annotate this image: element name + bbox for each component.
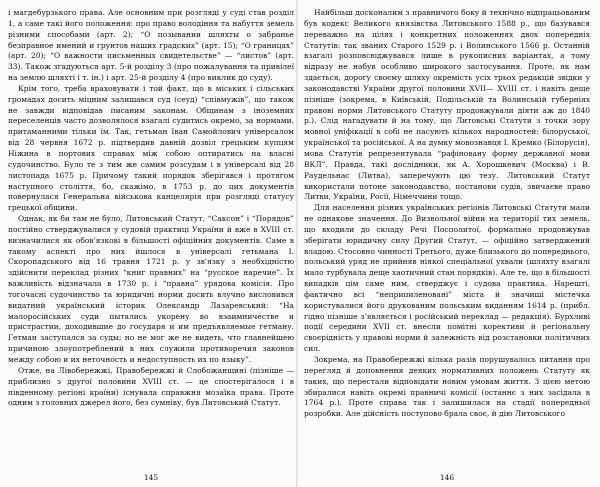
paragraph: Крім того, треба враховувати і той факт, що в міських і сільських громадах досить міцним залишався суд (сеуд) “співмужів”, що також не завжди відповідав писаним законам. Общинам з іноземних переселенців часто дозволялося взагалі судитись окремо, за нормами, притаманними тільки їм. Так, гетьман Іван Самойлович універсалом від 28 червня 1672 р. підтвердив давній дозвіл грецьким купцям Ніжина в портових справах між собою оптиратись на власні судочинство. Було те з тим же самим розсудам і в універсалі від 28 листопада 1675 р. Причому такий порядок зберігався і протягом наступного століття, бо, скажімо, в 1753 р. до цих документів повернулася Генеральна військова канцелярія при розгляді статусу грецької общини. bbox=[8, 83, 294, 213]
right-page bbox=[304, 8, 590, 484]
left-page bbox=[8, 8, 294, 484]
paragraph: Зокрема, на Правобережжі кілька разів порушувалось питання про перегляд й доповнення деяких нормативних положень Статуту як таких, що перестали відповідати новим умовам життя. З цією метою збиралися навіть окремі правничі комісії (останнє з них засідала в 1764 р.). Проте справа так і залишилася на стадії попередньої розробки. Але дійсність поступово брала своє, й дію Литовського bbox=[304, 355, 590, 419]
paragraph: і магдебурзького права. Але основним при розгляді у суді став розділ 1, а саме такі його положення: про право володіння та набуття земель різними способами (арт. 2); “О позывании шляхты о забранье безправное имений и грунтов наших градских” (арт. 15); “О границах” (арт. 20); “О важности письменных свидетельстве” — “листов” (арт. 33). Також згадуються арт. 5-й розділу 3 (про пожалування та привілеї на землю шляхті і т. ін.) і арт. 25-й розділу 4 (про виклик до суду). bbox=[8, 8, 294, 83]
left-page-text bbox=[8, 8, 294, 409]
paragraph: Для населення різних українських регіонів Литовські Статути мали не однакове значення. До Визвольної війни на території тих земель, що входили до складу Речі Посполитої, формально продовжував зберігати юридичну силу Другий Статут, — офіційно затверджений владою. Стосовно чинності Третього, дуже близького до попереднього, польський уряд не прийняв ніякої спеціальної ухвали (шляхту взагалі мало турбувала деще хаотичний стан порядків). Але те, що в більшості випадків цім саме ним, стверджує і судова практика. Нарешті, фактично всі “неприпиленовані” міста й значиші містечка користувалися його друкованим польським виданням 1614 р. (прибл. гідно пізніше з’являється і російський переклад — редакція). Бурхливі події середини XVII ст. внесли помітні корективи й регіональну своєрідність у правові норми й залежність від розстановки політичних сил. bbox=[304, 203, 590, 354]
book-gutter bbox=[296, 0, 298, 487]
right-page-text bbox=[304, 8, 590, 420]
page-number: 146 bbox=[439, 473, 455, 482]
paragraph: Найбільш досконалим з правничого боку й технічно відпрацьованим був кодекс Великого князівства Литовського 1588 р., що базувався переважно на цілях і конкретних положеннях двох попередніх Статутів: так званих Старого 1529 р. і Волинського 1566 р. Останній взагалі розповсюджувався лише в рукописних варіантах, а тому відразу не набув особливо широкого застосування. Проте, як нам здається, дорогу своєму шляху окремість усіх трьох редакцій звідки у законодавстві України другої половини XVII— XVIII ст. і навіть деще пізніше (зокрема, в Київській, Подільській та Волинській губерніях правові норми Литовського Статуту продовжували діяти аж до 1840 р.). Слід нагадувати й на тому, що Литовські Статути з точки зору мовної уніфікації в собі не пасують кількох народностей: білоруської, української та російської. А на думку мовознавця І. Кремко (Білорусія), мова Статутів репрезентувала “рафіновану форму державної мови ВКЛ”. Правда, такі дослідники, як А. Хорошкевич (Москва) і В. Раудельнас (Литва), заперечують цю тезу. Литовський Статут використали потоне законодавство, постанови судів, звичаєве право Литви, України, Росії, Німеччини тощо. bbox=[304, 8, 590, 202]
paragraph: Однак, як би там не було, Литовський Статут, “Саксон” і “Порядок” постійно стверджувалися у судовій практиці України й вже в XVIII ст. визначилися як обов'язкові в більшості офіційних документів. Саме в такому аспекті про них йшлося в універсалі гетьмана І. Скоропадського від 16 травня 1721 р. у зв'язку з необхідністю здійснити переклад різних “книг правних” на “русское наречие”. Їх важливість відзначала в 1730 р. і “правна” урядова комісія. Про тогочасні судочинство та юридичні норми досить влучно висловився видатний український історик Олександр Лазаревський: “На малоросійських суди пытались укорену во взаимничестве и пристрастии, доходившие до государя и им предъявляемые гетману. Гетман заступался за суды; но не мог же не видеть, что главнейшею причиною злоупотреблений в них служили противоречия законов между собою и их неточность и недоступность их по языку”. bbox=[8, 214, 294, 364]
page-number: 145 bbox=[143, 473, 159, 482]
paragraph: Отже, на Лівобережжі, Правобережжі й Слобожанщині (пізніше — приблизно з другої половини XVIII ст. — це спостерігалося і в південному регіоні країни) існувала справжня мозаїка права. Проте одним з головних джерел його, без сумніву, був Литовський Статут. bbox=[8, 365, 294, 408]
